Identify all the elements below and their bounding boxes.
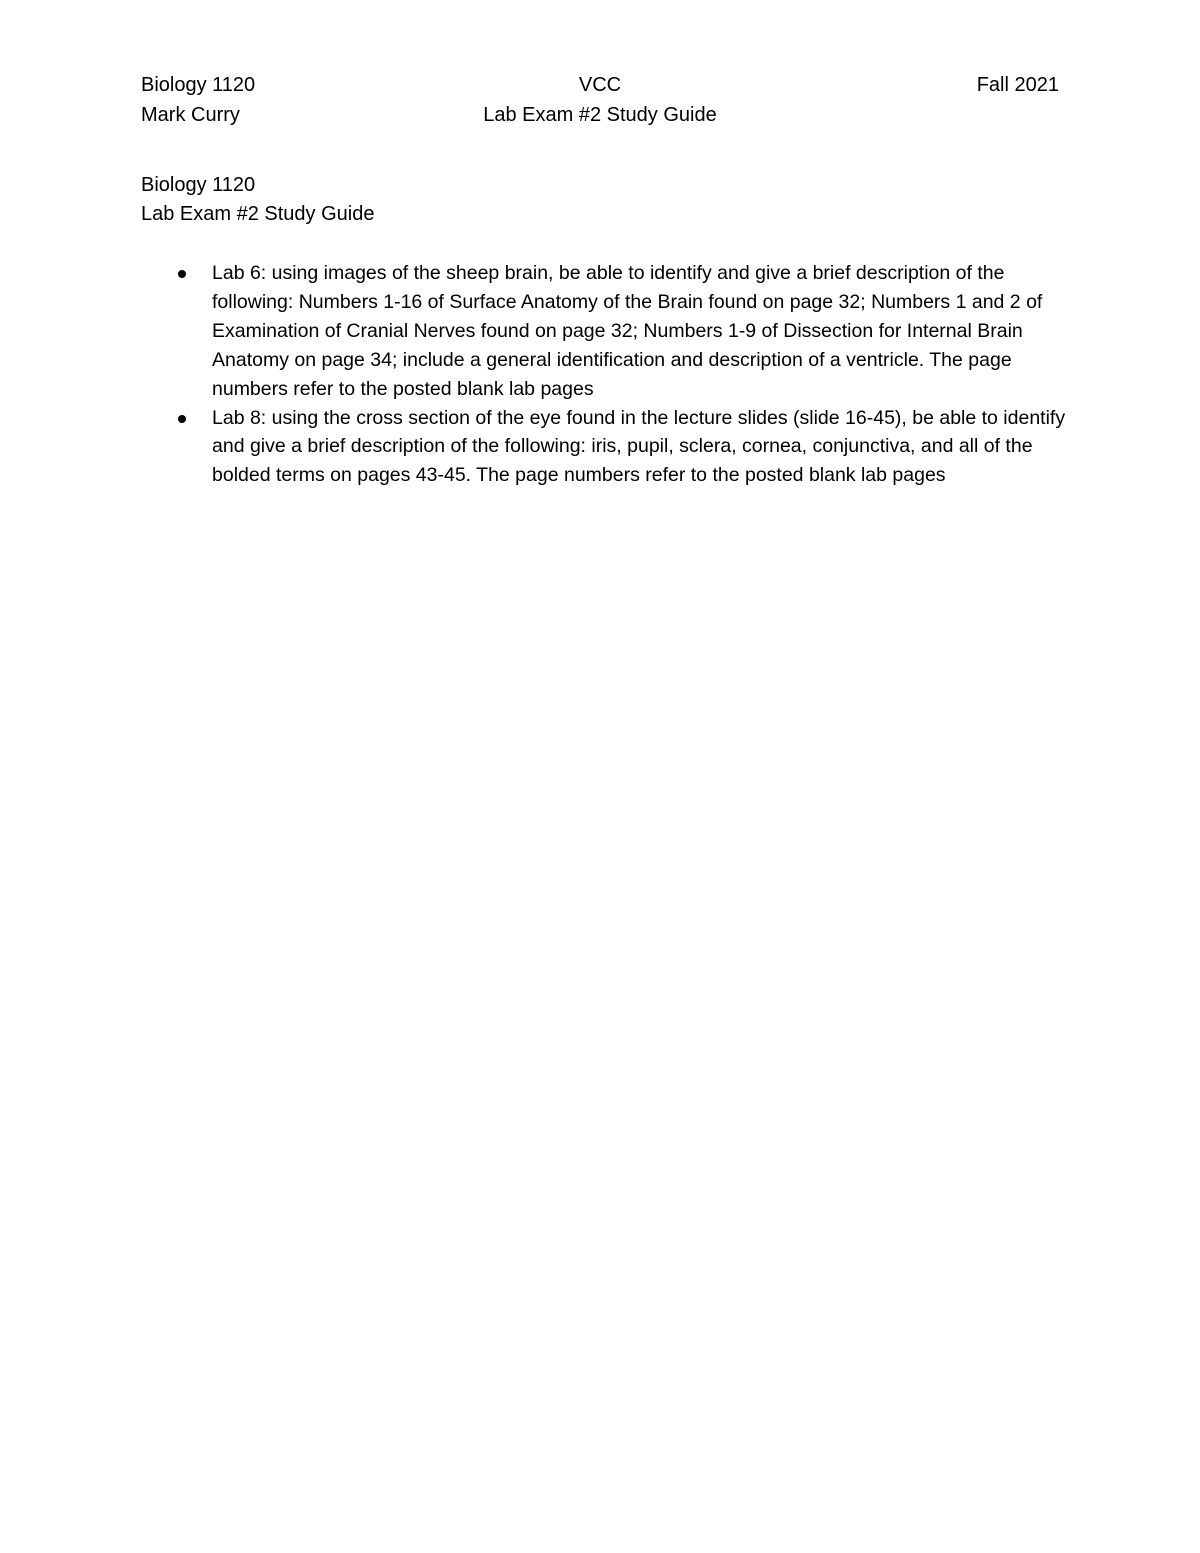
header-left (141, 70, 255, 130)
bullet-list (141, 259, 1066, 490)
term-label: Fall 2021 (976, 74, 1059, 96)
header-right (977, 70, 1059, 100)
instructor-name: Mark Curry (141, 104, 240, 126)
bullet-icon (178, 270, 186, 278)
institution-name: VCC (578, 74, 622, 96)
course-name: Biology 1120 (141, 74, 256, 96)
list-item (141, 404, 1066, 491)
list-item (141, 259, 1066, 404)
bullet-icon (178, 415, 186, 423)
document-heading: Lab Exam #2 Study Guide (483, 104, 717, 126)
list-item-text: Lab 6: using images of the sheep brain, be able to identify and give a brief description of the following: Numbers 1-16 of Surface Anatomy of the Brain found on page 32; Numbers 1 and 2 of Examination of Cranial Nerves found on page 32; Numbers 1-9 of Dissection for Internal Brain Anatomy on page 34; include a general identification and description of a ventricle. The page numbers refer to the posted blank lab pages (212, 262, 1043, 400)
header-center (480, 70, 720, 130)
title-guide: Lab Exam #2 Study Guide (141, 203, 375, 225)
title-block (141, 171, 374, 229)
title-course: Biology 1120 (141, 174, 256, 196)
list-item-text: Lab 8: using the cross section of the eye found in the lecture slides (slide 16-45), be able to identify and give a brief description of the following: iris, pupil, sclera, cornea, conjunctiva, and all of the bolded terms on pages 43-45. The page numbers refer to the posted blank lab pages (212, 406, 1066, 487)
